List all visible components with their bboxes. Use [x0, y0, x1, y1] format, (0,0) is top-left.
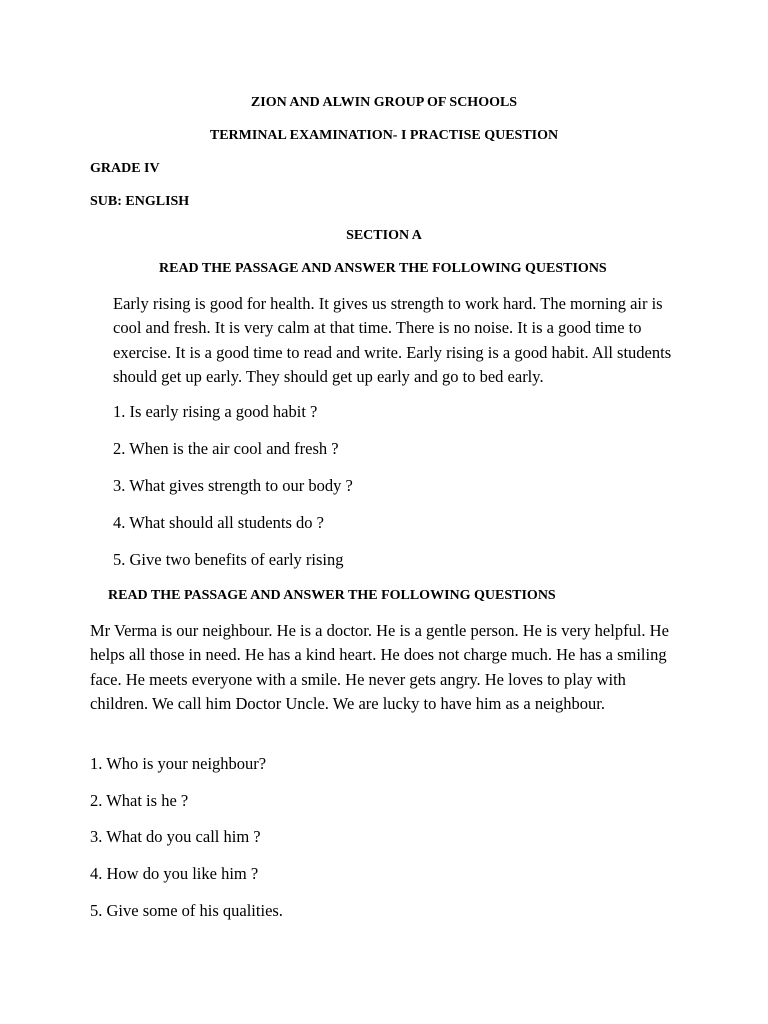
- school-name: ZION AND ALWIN GROUP OF SCHOOLS: [250, 95, 518, 110]
- passage2-question: 3. What do you call him ?: [90, 827, 261, 846]
- passage1-question: 1. Is early rising a good habit ?: [113, 402, 318, 421]
- passage1-instruction: READ THE PASSAGE AND ANSWER THE FOLLOWING QUESTIONS: [159, 261, 607, 276]
- passage1-text: Early rising is good for health. It gives us strength to work hard. The morning air is cool and fresh. It is very calm at that time. There is no noise. It is a good time to exercise. It is a good time to read and write. Early rising is a good habit. All students should get up early. They should get up early and go to bed early.: [113, 294, 672, 386]
- passage1-question: 5. Give two benefits of early rising: [113, 550, 344, 569]
- passage1-question: 2. When is the air cool and fresh ?: [113, 439, 339, 458]
- passage2-question: 1. Who is your neighbour?: [90, 754, 267, 773]
- passage2-question: 4. How do you like him ?: [90, 864, 259, 883]
- passage1-question: 4. What should all students do ?: [113, 513, 324, 532]
- subject-label: SUB: ENGLISH: [90, 194, 190, 209]
- passage2-instruction: READ THE PASSAGE AND ANSWER THE FOLLOWING QUESTIONS: [108, 588, 556, 603]
- passage1-question: 3. What gives strength to our body ?: [113, 476, 353, 495]
- grade-label: GRADE IV: [90, 161, 160, 176]
- exam-title: TERMINAL EXAMINATION- I PRACTISE QUESTION: [209, 128, 559, 143]
- passage2-question: 5. Give some of his qualities.: [90, 901, 283, 920]
- passage2-text: Mr Verma is our neighbour. He is a doctor. He is a gentle person. He is very helpful. He helps all those in need. He has a kind heart. He does not charge much. He has a smiling face. He meets everyone with a smile. He never gets angry. He loves to play with children. We call him Doctor Uncle. We are lucky to have him as a neighbour.: [90, 621, 669, 713]
- section-heading: SECTION A: [346, 228, 422, 243]
- passage2-question: 2. What is he ?: [90, 791, 189, 810]
